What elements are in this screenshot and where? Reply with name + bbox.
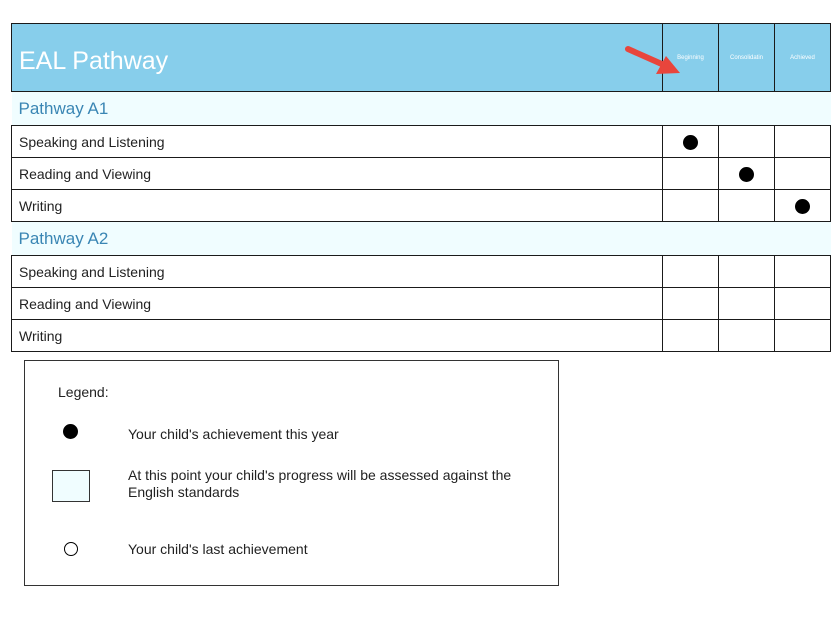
- pathway-section-header: [12, 222, 831, 256]
- mark-cell: [775, 126, 831, 158]
- skill-name: Reading and Viewing: [12, 288, 663, 320]
- column-header-beginning: Beginning: [663, 24, 719, 92]
- mark-cell: [719, 126, 775, 158]
- mark-cell: [719, 256, 775, 288]
- mark-cell: [719, 158, 775, 190]
- mark-cell: [663, 288, 719, 320]
- mark-cell: [663, 190, 719, 222]
- skill-name: Reading and Viewing: [12, 158, 663, 190]
- skill-name: Speaking and Listening: [12, 256, 663, 288]
- mark-cell: [663, 158, 719, 190]
- pathway-title: Pathway A2: [12, 222, 831, 256]
- filled-dot-icon: [63, 424, 78, 439]
- mark-cell: [719, 320, 775, 352]
- legend-title: Legend:: [58, 384, 109, 400]
- table-row: [12, 288, 831, 320]
- hollow-circle-icon: [64, 542, 78, 556]
- filled-dot-icon: [683, 135, 698, 150]
- mark-cell: [719, 288, 775, 320]
- column-header-consolidating: Consolidatin: [719, 24, 775, 92]
- table-header: [12, 24, 831, 92]
- mark-cell: [719, 190, 775, 222]
- mark-cell: [775, 288, 831, 320]
- page-title: EAL Pathway: [12, 24, 663, 92]
- table-row: [12, 126, 831, 158]
- pathway-title: Pathway A1: [12, 92, 831, 126]
- column-header-achieved: Achieved: [775, 24, 831, 92]
- eal-pathway-table: [11, 23, 831, 352]
- filled-dot-icon: [739, 167, 754, 182]
- skill-name: Writing: [12, 320, 663, 352]
- table-body: [12, 92, 831, 352]
- red-arrow-icon: [624, 44, 682, 76]
- legend-current-achievement: Your child's achievement this year: [128, 426, 339, 442]
- mark-cell: [775, 190, 831, 222]
- mark-cell: [775, 158, 831, 190]
- skill-name: Speaking and Listening: [12, 126, 663, 158]
- mark-cell: [775, 256, 831, 288]
- pathway-section-header: [12, 92, 831, 126]
- legend-box: [24, 360, 559, 586]
- legend-english-standards: At this point your child's progress will be assessed against the English standards: [128, 467, 512, 500]
- light-blue-box-icon: [52, 470, 90, 502]
- legend-last-achievement: Your child's last achievement: [128, 541, 308, 557]
- filled-dot-icon: [795, 199, 810, 214]
- mark-cell: [663, 256, 719, 288]
- table-row: [12, 190, 831, 222]
- table-row: [12, 320, 831, 352]
- table-row: [12, 158, 831, 190]
- mark-cell: [775, 320, 831, 352]
- mark-cell: [663, 126, 719, 158]
- table-row: [12, 256, 831, 288]
- skill-name: Writing: [12, 190, 663, 222]
- mark-cell: [663, 320, 719, 352]
